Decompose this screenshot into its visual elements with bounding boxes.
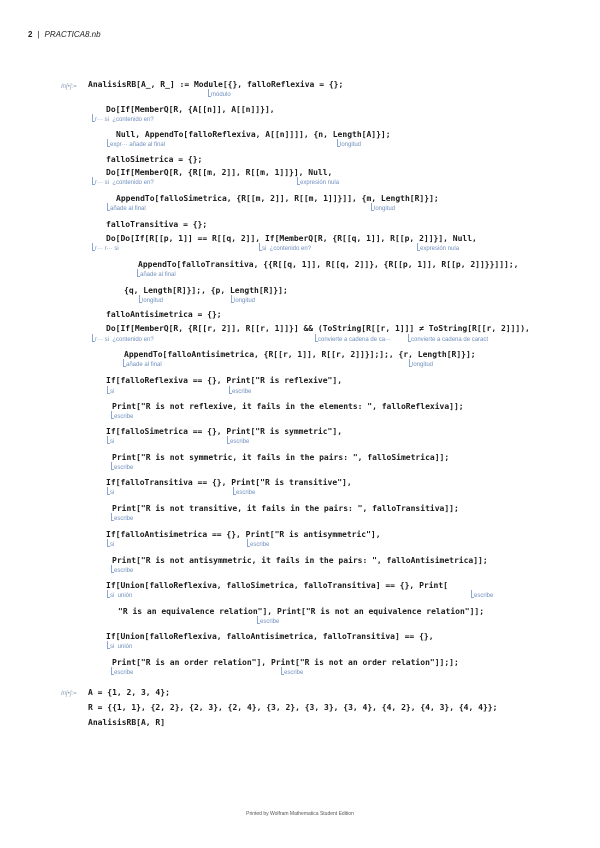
code-line[interactable]: falloSimetrica = {};	[106, 155, 203, 164]
code-line[interactable]: Print["R is not symmetric, it fails in the pairs: ", falloSimetrica]];	[112, 453, 450, 462]
function-hint: si	[110, 490, 115, 496]
function-hint: expresión nula	[300, 180, 340, 186]
code-line[interactable]: Print["R is an order relation"], Print["R is not an order relation"]];];	[112, 658, 459, 667]
function-hint: escribe	[230, 439, 250, 445]
function-hint: r··· si ¿contenido en?	[95, 337, 154, 343]
function-hint: si unión	[110, 644, 133, 650]
notebook-filename: PRACTICA8.nb	[44, 30, 101, 39]
code-line[interactable]: falloTransitiva = {};	[106, 220, 208, 229]
page-header	[28, 30, 101, 39]
function-hint: escribe	[236, 490, 256, 496]
page-number: 2	[28, 30, 33, 39]
code-line[interactable]: Do[If[MemberQ[R, {R[[m, 2]], R[[m, 1]]}], Null,	[106, 168, 333, 177]
function-hint: añade al final	[126, 362, 162, 368]
code-line[interactable]: If[falloSimetrica == {}, Print["R is symmetric"],	[106, 427, 343, 436]
code-line[interactable]: AnalisisRB[A, R]	[88, 718, 166, 727]
function-hint: escribe	[114, 670, 134, 676]
code-line[interactable]: If[Union[falloReflexiva, falloSimetrica, falloTransitiva] == {}, Print[	[106, 581, 448, 590]
function-hint: longitud	[142, 298, 164, 304]
function-hint: r··· si ¿contenido en?	[95, 117, 154, 123]
code-line[interactable]: Print["R is not reflexive, it fails in the elements: ", falloReflexiva]];	[112, 402, 464, 411]
function-hint: r··· si ¿contenido en?	[95, 180, 154, 186]
code-line[interactable]: AnalisisRB[A_, R_] := Module[{}, falloReflexiva = {};	[88, 80, 344, 89]
header-separator: |	[37, 30, 40, 39]
function-hint: si	[110, 542, 115, 548]
code-line[interactable]: Do[Do[If[R[[p, 1]] == R[[q, 2]], If[MemberQ[R, {R[[q, 1]], R[[p, 2]]}], Null,	[106, 234, 477, 243]
function-hint: si	[110, 439, 115, 445]
code-line[interactable]: Print["R is not antisymmetric, it fails in the pairs: ", falloAntisimetrica]];	[112, 556, 488, 565]
function-hint: escribe	[232, 389, 252, 395]
function-hint: convierte a cadena de ca···	[318, 337, 392, 343]
code-line[interactable]: A = {1, 2, 3, 4};	[88, 688, 170, 697]
function-hint: longitud	[374, 206, 396, 212]
code-line[interactable]: If[Union[falloReflexiva, falloAntisimetrica, falloTransitiva] == {},	[106, 632, 434, 641]
function-hint: longitud	[234, 298, 256, 304]
function-hint: escribe	[250, 542, 270, 548]
code-line[interactable]: If[falloAntisimetrica == {}, Print["R is antisymmetric"],	[106, 530, 381, 539]
code-line[interactable]: {q, Length[R]}];, {p, Length[R]}];	[124, 286, 288, 295]
code-line[interactable]: "R is an equivalence relation"], Print["R is not an equivalence relation"]];	[118, 607, 485, 616]
function-hint: longitud	[412, 362, 434, 368]
code-line[interactable]: If[falloReflexiva == {}, Print["R is reflexive"],	[106, 376, 343, 385]
code-line[interactable]: AppendTo[falloAntisimetrica, {R[[r, 1]], R[[r, 2]]}];];, {r, Length[R]}];	[124, 350, 476, 359]
code-line[interactable]: falloAntisimetrica = {};	[106, 310, 222, 319]
code-line[interactable]: Do[If[MemberQ[R, {A[[n]], A[[n]]}],	[106, 105, 275, 114]
function-hint: expresión nula	[420, 246, 460, 252]
function-hint: escribe	[260, 619, 280, 625]
function-hint: si ¿contenido en?	[262, 246, 312, 252]
function-hint: si unión	[110, 593, 133, 599]
function-hint: escribe	[114, 465, 134, 471]
function-hint: escribe	[284, 670, 304, 676]
function-hint: módulo	[211, 92, 231, 98]
code-line[interactable]: Do[If[MemberQ[R, {R[[r, 2]], R[[r, 1]]}] && (ToString[R[[r, 1]]] ≠ ToString[R[[r, 2]]]),	[106, 324, 530, 333]
function-hint: escribe	[114, 414, 134, 420]
function-hint: escribe	[114, 516, 134, 522]
code-line[interactable]: Print["R is not transitive, it fails in the pairs: ", falloTransitiva]];	[112, 504, 459, 513]
function-hint: expr··· añade al final	[110, 142, 166, 148]
function-hint: añade al final	[140, 272, 176, 278]
function-hint: añade al final	[110, 206, 146, 212]
code-line[interactable]: AppendTo[falloSimetrica, {R[[m, 2]], R[[m, 1]]}]], {m, Length[R]}];	[116, 194, 439, 203]
function-hint: si	[110, 389, 115, 395]
function-hint: longitud	[340, 142, 362, 148]
input-cell-label: In[•]:=	[61, 691, 77, 697]
code-line[interactable]: R = {{1, 1}, {2, 2}, {2, 3}, {2, 4}, {3, 2}, {3, 3}, {3, 4}, {4, 2}, {4, 3}, {4, 4}};	[88, 703, 498, 712]
print-footer: Printed by Wolfram Mathematica Student Edition	[246, 811, 354, 817]
code-line[interactable]: AppendTo[falloTransitiva, {{R[[q, 1]], R[[q, 2]]}, {R[[p, 1]], R[[p, 2]]}}]]];,	[138, 260, 519, 269]
code-line[interactable]: If[falloTransitiva == {}, Print["R is transitive"],	[106, 478, 352, 487]
function-hint: escribe	[114, 568, 134, 574]
function-hint: r··· r··· si	[95, 246, 119, 252]
function-hint: escribe	[474, 593, 494, 599]
input-cell-label: In[•]:=	[61, 84, 77, 90]
code-line[interactable]: Null, AppendTo[falloReflexiva, A[[n]]]], {n, Length[A]}];	[116, 130, 391, 139]
function-hint: convierte a cadena de caract	[411, 337, 489, 343]
